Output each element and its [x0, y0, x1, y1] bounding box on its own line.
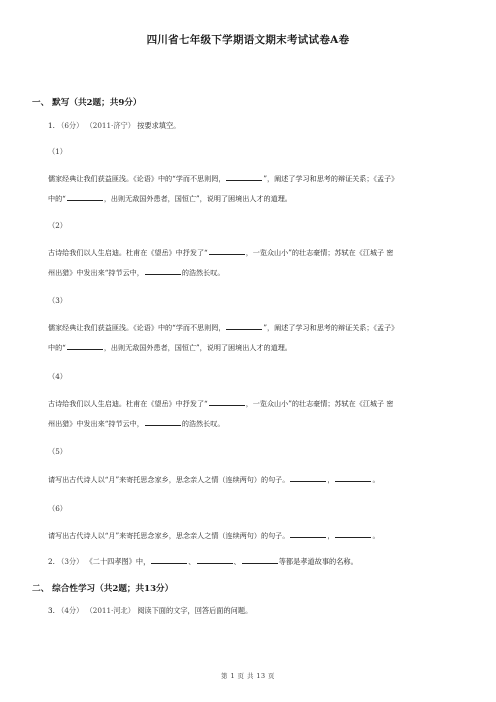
sub-question-label: （1）	[48, 147, 67, 156]
question-2: 2. （3分） 《二十四孝图》中， 、 、 等都是孝道故事的名称。	[48, 557, 358, 566]
answer-blank[interactable]	[67, 193, 103, 201]
sub-question-label: （6）	[48, 504, 67, 513]
answer-blank[interactable]	[145, 418, 181, 426]
question-1-header	[48, 121, 180, 131]
sub-question-label: （3）	[48, 296, 67, 305]
sub-question-label: （4）	[48, 372, 67, 381]
answer-blank[interactable]	[145, 267, 181, 275]
question-text: 按要求填空。	[137, 121, 181, 130]
text-line: 儒家经典让我们获益匪浅。《论语》中的“学而不思则罔， ”，阐述了学习和思考的辩证关系；《孟子》	[48, 323, 399, 332]
answer-blank[interactable]	[226, 322, 262, 330]
text-line: 古诗给我们以人生启迪。杜甫在《望岳》中抒发了“ ，一览众山小”的壮志豪情；苏轼在《江城子 密	[48, 399, 394, 408]
answer-blank[interactable]	[197, 556, 233, 564]
answer-blank[interactable]	[209, 398, 245, 406]
text-line: 中的“ ，出则无敌国外患者，国恒亡”，说明了困境出人才的道理。	[48, 343, 292, 352]
answer-blank[interactable]	[151, 556, 187, 564]
page-footer: 第 1 页 共 13 页	[221, 672, 275, 680]
sub-question-label: （5）	[48, 447, 67, 456]
text-line: 中的“ ，出则无敌国外患者，国恒亡”，说明了困境出人才的道理。	[48, 194, 292, 203]
text-line: 儒家经典让我们获益匪浅。《论语》中的“学而不思则罔， ”，阐述了学习和思考的辩证关系；《孟子》	[48, 174, 399, 183]
page-title: 四川省七年级下学期语文期末考试试卷A卷	[146, 34, 350, 46]
answer-blank[interactable]	[290, 530, 326, 538]
answer-blank[interactable]	[335, 474, 371, 482]
answer-blank[interactable]	[335, 530, 371, 538]
text-line: 州出猎》中发出来“持节云中， 的浩然长叹。	[48, 419, 225, 428]
text-line: 请写出古代诗人以“月”来寄托思念家乡，思念亲人之情（连续两句）的句子。 ， 。	[48, 475, 380, 484]
answer-blank[interactable]	[226, 173, 262, 181]
text-line: 请写出古代诗人以“月”来寄托思念家乡，思念亲人之情（连续两句）的句子。 ， 。	[48, 531, 380, 540]
answer-blank[interactable]	[209, 247, 245, 255]
question-meta: （6分） （2011·济宁）	[57, 121, 135, 130]
section-heading-2: 二、 综合性学习（共2题；共13分）	[32, 584, 174, 594]
sub-question-label: （2）	[48, 221, 67, 230]
answer-blank[interactable]	[290, 474, 326, 482]
text-line: 州出猎》中发出来“持节云中， 的浩然长叹。	[48, 268, 225, 277]
section-heading-1: 一、 默写（共2题；共9分）	[32, 98, 142, 108]
text-line: 古诗给我们以人生启迪。杜甫在《望岳》中抒发了“ ，一览众山小”的壮志豪情；苏轼在《江城子 密	[48, 248, 394, 257]
answer-blank[interactable]	[242, 556, 278, 564]
answer-blank[interactable]	[67, 342, 103, 350]
question-3-header: 3. （4分） （2011·河北） 阅读下面的文字，回答后面的问题。	[48, 606, 253, 615]
question-number: 1.	[48, 121, 55, 130]
